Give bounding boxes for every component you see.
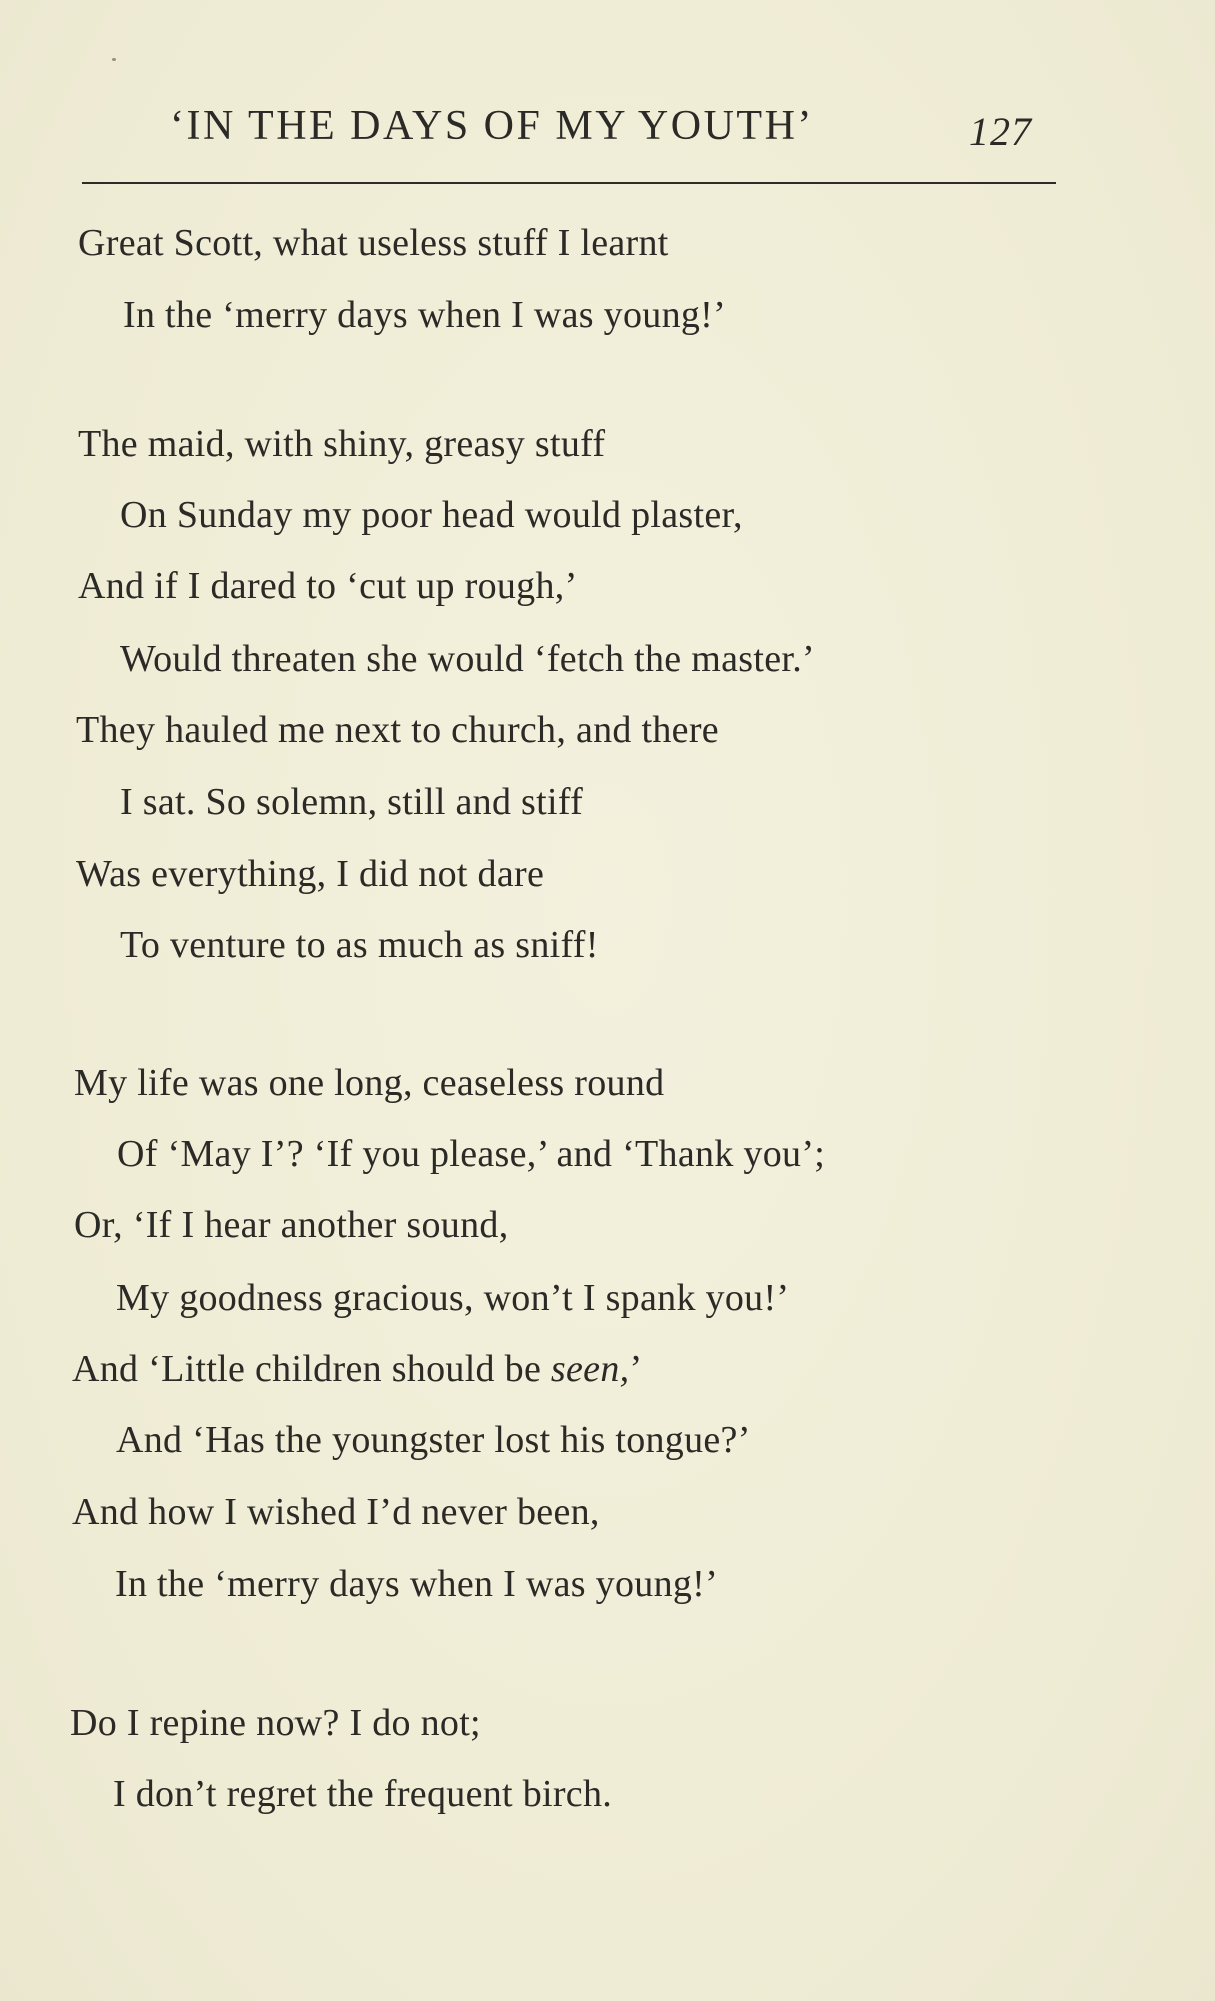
poem-line: In the ‘merry days when I was young!’ (123, 294, 727, 336)
poem-line (72, 1350, 642, 1388)
poem-line: My life was one long, ceaseless round (74, 1062, 665, 1104)
poem-line-text: And ‘Little children should be (72, 1348, 551, 1390)
poem-line: My goodness gracious, won’t I spank you!’ (116, 1277, 790, 1319)
poem-line: The maid, with shiny, greasy stuff (78, 423, 606, 465)
poem-line: In the ‘merry days when I was young!’ (115, 1563, 719, 1605)
closing-quote: ’ (629, 1348, 643, 1390)
italic-word: seen, (550, 1348, 630, 1390)
poem-line: To venture to as much as sniff! (120, 924, 599, 966)
poem-line: And ‘Has the youngster lost his tongue?’ (116, 1419, 751, 1461)
poem-line: Great Scott, what useless stuff I learnt (78, 222, 669, 264)
poem-line: And if I dared to ‘cut up rough,’ (78, 565, 578, 607)
poem-line: And how I wished I’d never been, (72, 1491, 600, 1533)
poem-line: I sat. So solemn, still and stiff (120, 781, 584, 823)
poem-line: They hauled me next to church, and there (76, 709, 719, 751)
poem-line: Was everything, I did not dare (76, 853, 545, 895)
poem-line: I don’t regret the frequent birch. (113, 1773, 613, 1815)
poem-line: Of ‘May I’? ‘If you please,’ and ‘Thank you’; (117, 1133, 826, 1175)
running-title: ‘IN THE DAYS OF MY YOUTH’ (170, 103, 814, 149)
page-number: 127 (969, 109, 1032, 154)
poem-line: On Sunday my poor head would plaster, (120, 494, 743, 536)
poem-line: Or, ‘If I hear another sound, (74, 1204, 509, 1246)
poem-line: Would threaten she would ‘fetch the master.’ (120, 638, 815, 680)
poem-line: Do I repine now? I do not; (70, 1702, 481, 1744)
